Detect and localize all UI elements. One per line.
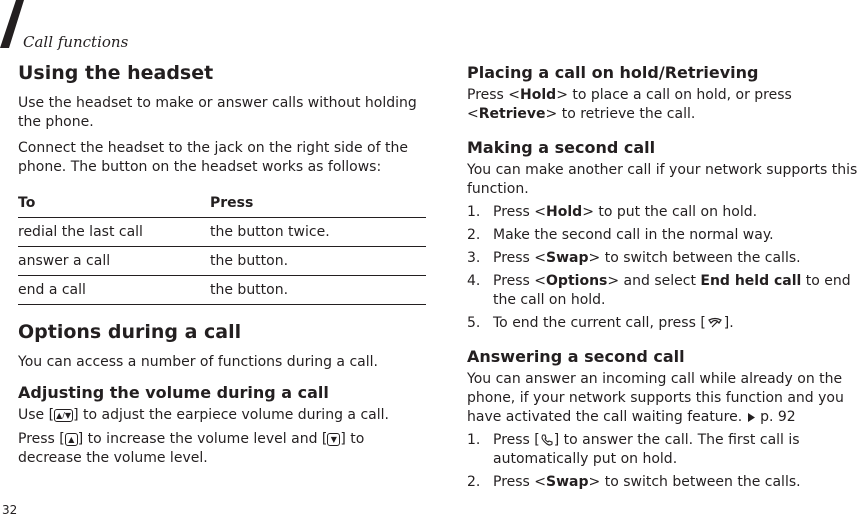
volume-heading: Adjusting the volume during a call: [18, 383, 329, 402]
left-column: [18, 60, 426, 468]
table-cell-action: end a call: [18, 276, 210, 305]
list-item: 1. Press <Hold> to put the call on hold.: [467, 204, 758, 220]
headset-table: [18, 189, 426, 305]
headset-connect-text: Connect the headset to the jack on the right side of the phone. The button on the headset works as follows:: [18, 140, 408, 175]
hold-text: Press <Hold> to place a call on hold, or press <Retrieve> to retrieve the call.: [467, 87, 792, 122]
volume-down-key-icon: ▼: [327, 433, 340, 446]
table-cell-action: redial the last call: [18, 218, 210, 247]
end-call-key-icon: [706, 316, 724, 330]
answering-heading: Answering a second call: [467, 347, 685, 366]
table-header-press: Press: [210, 189, 426, 218]
list-item: 1. Press [ ] to answer the call. The first call is automatically put on hold.: [467, 432, 800, 467]
table-row: [18, 276, 426, 305]
headset-intro: Use the headset to make or answer calls without holding the phone.: [18, 95, 417, 130]
hold-heading: Placing a call on hold/Retrieving: [467, 63, 759, 82]
right-column: [467, 60, 868, 492]
second-call-steps: [467, 203, 868, 333]
table-row: [18, 247, 426, 276]
list-item: 3. Press <Swap> to switch between the calls.: [467, 250, 801, 266]
table-header-row: [18, 189, 426, 218]
list-item: 2. Make the second call in the normal way.: [467, 227, 774, 243]
table-header-to: To: [18, 189, 210, 218]
options-heading: Options during a call: [18, 321, 242, 343]
page-reference-arrow-icon: [747, 412, 756, 423]
section-header-title: Call functions: [23, 33, 129, 51]
volume-up-key-icon: ▲: [65, 433, 78, 446]
volume-text-2: Press [ ▲ ] to increase the volume level and [ ▼ ] to decrease the volume level.: [18, 431, 365, 466]
table-cell-press: the button twice.: [210, 218, 426, 247]
options-intro: You can access a number of functions during a call.: [18, 354, 378, 370]
list-item: 5. To end the current call, press [ ].: [467, 315, 734, 331]
headset-heading: Using the headset: [18, 62, 214, 84]
volume-text-1: Use [ ▲/▼ ] to adjust the earpiece volume during a call.: [18, 407, 389, 423]
volume-up-down-keys-icon: ▲/▼: [56, 410, 72, 420]
second-call-heading: Making a second call: [467, 138, 656, 157]
send-call-key-icon: [540, 433, 554, 447]
table-row: [18, 218, 426, 247]
table-cell-press: the button.: [210, 247, 426, 276]
page-number: 32: [2, 503, 18, 517]
table-cell-action: answer a call: [18, 247, 210, 276]
answering-steps: [467, 431, 868, 492]
answering-intro: You can answer an incoming call while already on the phone, if your network supports this function and you have activated the call waiting feature. p. 92: [467, 371, 844, 425]
second-call-intro: You can make another call if your network supports this function.: [467, 162, 858, 197]
list-item: 2. Press <Swap> to switch between the calls.: [467, 474, 801, 490]
list-item: 4. Press <Options> and select End held call to end the call on hold.: [467, 273, 851, 308]
table-cell-press: the button.: [210, 276, 426, 305]
